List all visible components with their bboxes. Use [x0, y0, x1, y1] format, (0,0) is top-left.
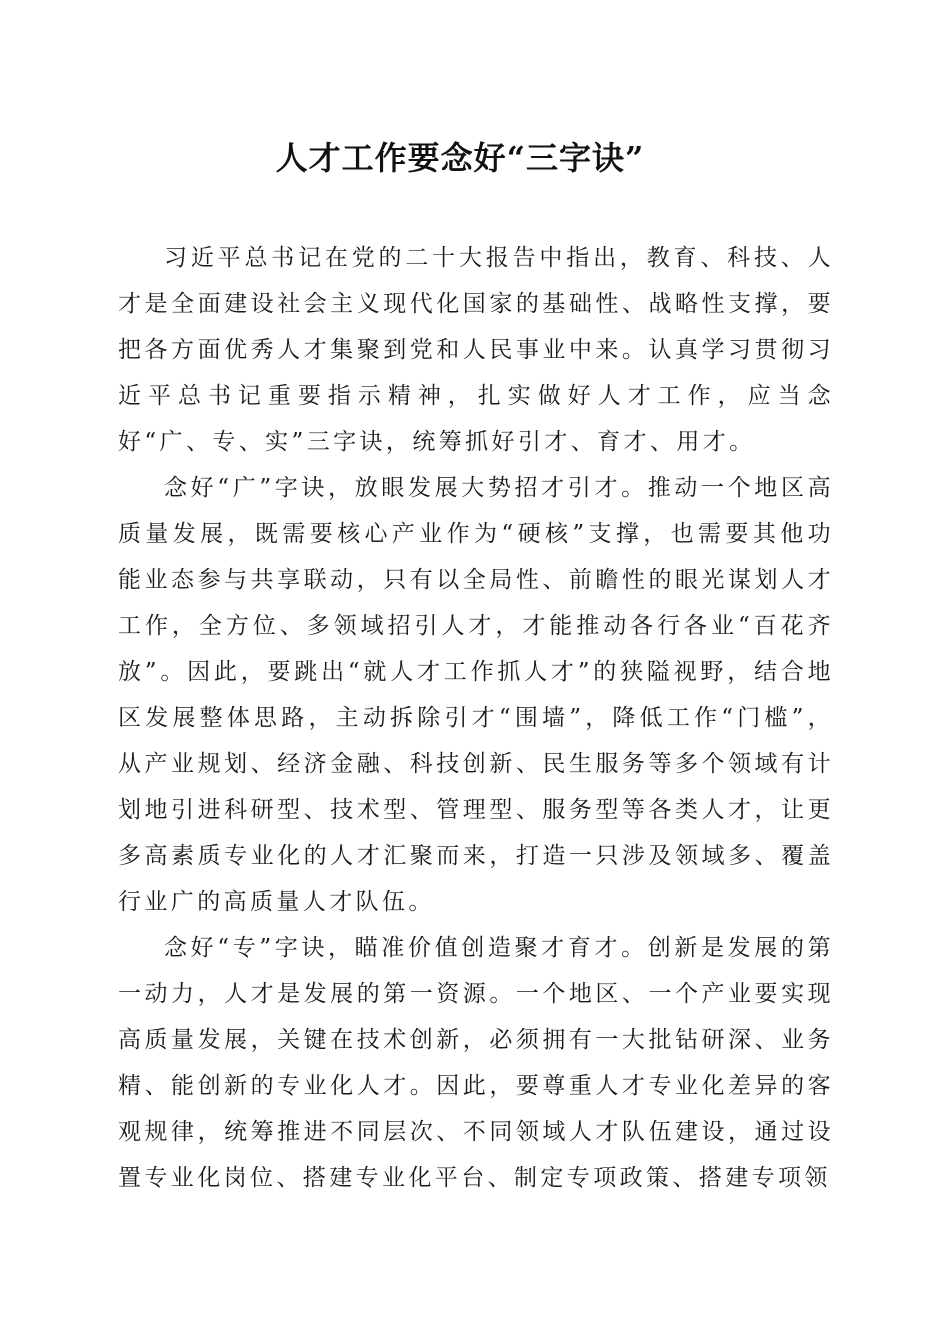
paragraph-zhuan: 念好“专”字诀，瞄准价值创造聚才育才。创新是发展的第一动力，人才是发展的第一资源。一个地区、一个产业要实现高质量发展，关键在技术创新，必须拥有一大批钻研深、业务精、能创新的专业化人才。因此，要尊重人才专业化差异的客观规律，统筹推进不同层次、不同领域人才队伍建设，通过设置专业化岗位、搭建专业化平台、制定专项政策、搭建专项领 [118, 935, 834, 1191]
document-title: 人才工作要念好“三字诀” [275, 139, 645, 177]
document-body [118, 235, 834, 1201]
paragraph-guang: 念好“广”字诀，放眼发展大势招才引才。推动一个地区高质量发展，既需要核心产业作为“硬核”支撑，也需要其他功能业态参与共享联动，只有以全局性、前瞻性的眼光谋划人才工作，全方位、多领域招引人才，才能推动各行各业“百花齐放”。因此，要跳出“就人才工作抓人才”的狭隘视野，结合地区发展整体思路，主动拆除引才“围墙”，降低工作“门槛”，从产业规划、经济金融、科技创新、民生服务等多个领域有计划地引进科研型、技术型、管理型、服务型等各类人才，让更多高素质专业化的人才汇聚而来，打造一只涉及领域多、覆盖行业广的高质量人才队伍。 [118, 475, 834, 915]
paragraph-intro: 习近平总书记在党的二十大报告中指出，教育、科技、人才是全面建设社会主义现代化国家的基础性、战略性支撑，要把各方面优秀人才集聚到党和人民事业中来。认真学习贯彻习近平总书记重要指示精神，扎实做好人才工作，应当念好“广、专、实”三字诀，统筹抓好引才、育才、用才。 [118, 245, 834, 455]
